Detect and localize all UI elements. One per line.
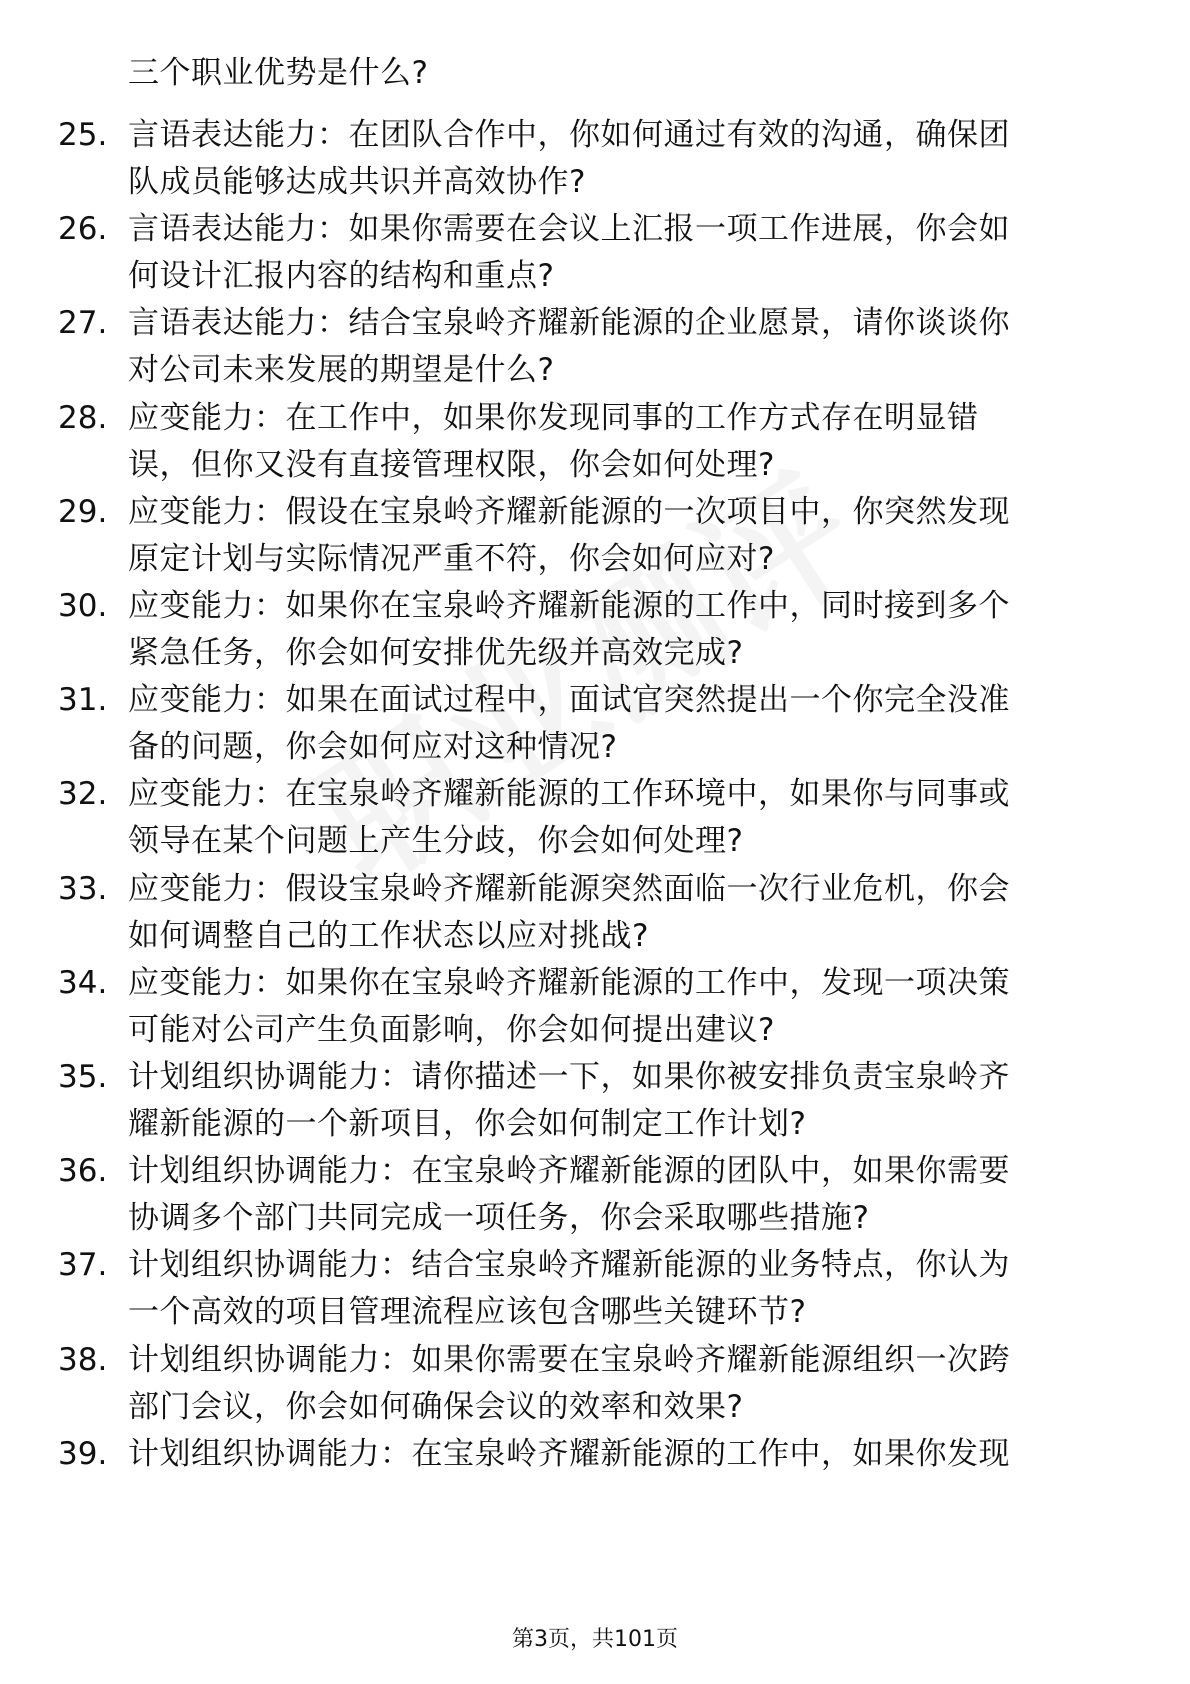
continuation-text: 三个职业优势是什么?: [128, 55, 429, 91]
question-text-line: 应变能力：假设在宝泉岭齐耀新能源的一次项目中，你突然发现: [128, 493, 1010, 530]
question-text-line: 应变能力：如果在面试过程中，面试官突然提出一个你完全没准: [128, 682, 1010, 719]
question-text-line: 应变能力：假设宝泉岭齐耀新能源突然面临一次行业危机，你会: [128, 870, 1010, 907]
question-number: 29.: [58, 493, 108, 530]
question-number: 34.: [58, 964, 108, 1001]
question-number: 30.: [58, 588, 108, 624]
question-text-line: 言语表达能力：在团队合作中，你如何通过有效的沟通，确保团: [128, 117, 1010, 153]
question-text-line: 应变能力：在宝泉岭齐耀新能源的工作环境中，如果你与同事或: [128, 776, 1010, 813]
question-text-line: 何设计汇报内容的结构和重点?: [128, 258, 555, 295]
question-text-line: 领导在某个问题上产生分歧，你会如何处理?: [128, 823, 744, 860]
question-number: 39.: [58, 1435, 108, 1472]
question-number: 37.: [58, 1247, 108, 1284]
question-number: 26.: [58, 211, 108, 248]
question-text-line: 队成员能够达成共识并高效协作?: [128, 164, 586, 200]
question-text-line: 对公司未来发展的期望是什么?: [128, 352, 555, 389]
question-text-line: 言语表达能力：结合宝泉岭齐耀新能源的企业愿景，请你谈谈你: [128, 305, 1010, 342]
question-number: 35.: [58, 1059, 108, 1095]
question-text-line: 计划组织协调能力：如果你需要在宝泉岭齐耀新能源组织一次跨: [128, 1341, 1010, 1378]
page-footer: 第3页，共101页: [512, 1627, 678, 1652]
question-number: 25.: [58, 117, 108, 153]
question-text-line: 计划组织协调能力：在宝泉岭齐耀新能源的工作中，如果你发现: [128, 1435, 1010, 1472]
question-text-line: 一个高效的项目管理流程应该包含哪些关键环节?: [128, 1294, 807, 1331]
question-text-line: 计划组织协调能力：结合宝泉岭齐耀新能源的业务特点，你认为: [128, 1247, 1010, 1284]
question-text-line: 误，但你又没有直接管理权限，你会如何处理?: [128, 446, 775, 483]
question-text-line: 原定计划与实际情况严重不符，你会如何应对?: [128, 540, 775, 577]
question-number: 32.: [58, 776, 108, 813]
question-text-line: 应变能力：在工作中，如果你发现同事的工作方式存在明显错: [128, 399, 979, 436]
question-text-line: 计划组织协调能力：请你描述一下，如果你被安排负责宝泉岭齐: [128, 1059, 1010, 1095]
question-number: 36.: [58, 1153, 108, 1190]
question-text-line: 部门会议，你会如何确保会议的效率和效果?: [128, 1388, 744, 1425]
question-text-line: 应变能力：如果你在宝泉岭齐耀新能源的工作中，发现一项决策: [128, 964, 1010, 1001]
question-text-line: 紧急任务，你会如何安排优先级并高效完成?: [128, 635, 744, 671]
question-text-line: 应变能力：如果你在宝泉岭齐耀新能源的工作中，同时接到多个: [128, 588, 1010, 624]
question-text-line: 言语表达能力：如果你需要在会议上汇报一项工作进展，你会如: [128, 211, 1010, 248]
question-number: 38.: [58, 1341, 108, 1378]
question-text-line: 耀新能源的一个新项目，你会如何制定工作计划?: [128, 1106, 807, 1142]
question-number: 31.: [58, 682, 108, 719]
question-text-line: 计划组织协调能力：在宝泉岭齐耀新能源的团队中，如果你需要: [128, 1153, 1010, 1190]
question-text-line: 备的问题，你会如何应对这种情况?: [128, 729, 618, 766]
question-text-line: 协调多个部门共同完成一项任务，你会采取哪些措施?: [128, 1200, 870, 1237]
question-number: 33.: [58, 870, 108, 907]
question-number: 28.: [58, 399, 108, 436]
question-text-line: 可能对公司产生负面影响，你会如何提出建议?: [128, 1011, 775, 1048]
question-text-line: 如何调整自己的工作状态以应对挑战?: [128, 917, 649, 954]
question-number: 27.: [58, 305, 108, 342]
